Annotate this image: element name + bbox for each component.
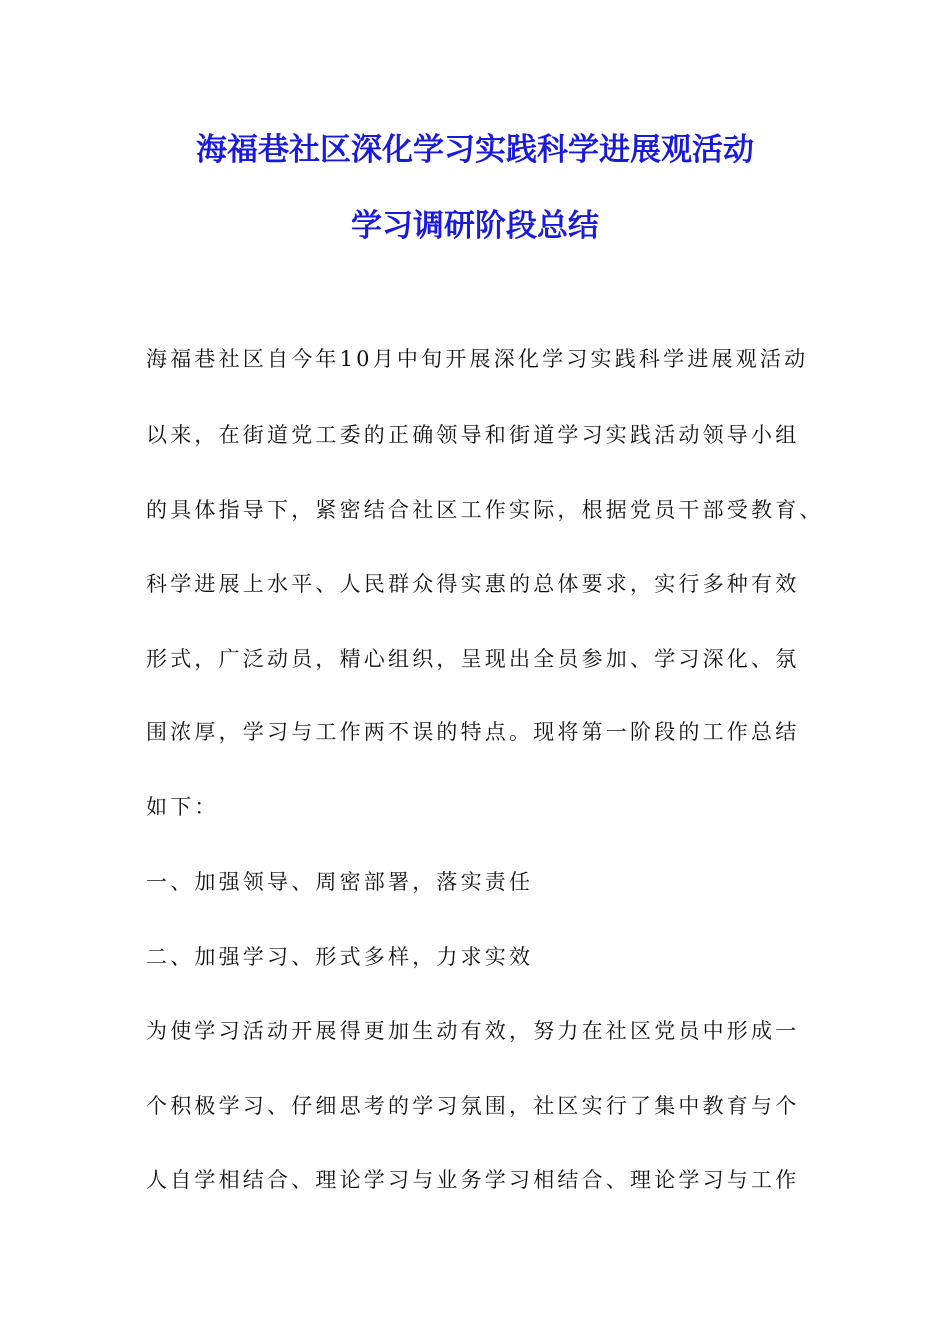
paragraph-line: 科学进展上水平、人民群众得实惠的总体要求，实行多种有效 <box>146 572 800 596</box>
document-title-line-1: 海福巷社区深化学习实践科学进展观活动 <box>196 132 754 168</box>
section-heading: 二、加强学习、形式多样，力求实效 <box>146 945 534 969</box>
paragraph-line: 的具体指导下，紧密结合社区工作实际，根据党员干部受教育、 <box>146 498 824 522</box>
paragraph-line: 围浓厚，学习与工作两不误的特点。现将第一阶段的工作总结 <box>146 720 800 744</box>
section-heading: 一、加强领导、周密部署，落实责任 <box>146 870 534 894</box>
paragraph-line: 海福巷社区自今年10月中旬开展深化学习实践科学进展观活动 <box>146 347 809 371</box>
paragraph-line: 为使学习活动开展得更加生动有效，努力在社区党员中形成一 <box>146 1019 800 1043</box>
paragraph-line: 个积极学习、仔细思考的学习氛围，社区实行了集中教育与个 <box>146 1094 800 1118</box>
paragraph-line: 人自学相结合、理论学习与业务学习相结合、理论学习与工作 <box>146 1168 800 1192</box>
document-title-line-2: 学习调研阶段总结 <box>351 208 599 244</box>
paragraph-line: 如下： <box>146 795 219 819</box>
paragraph-line: 以来，在街道党工委的正确领导和街道学习实践活动领导小组 <box>146 423 800 447</box>
paragraph-line: 形式，广泛动员，精心组织，呈现出全员参加、学习深化、氛 <box>146 647 800 671</box>
